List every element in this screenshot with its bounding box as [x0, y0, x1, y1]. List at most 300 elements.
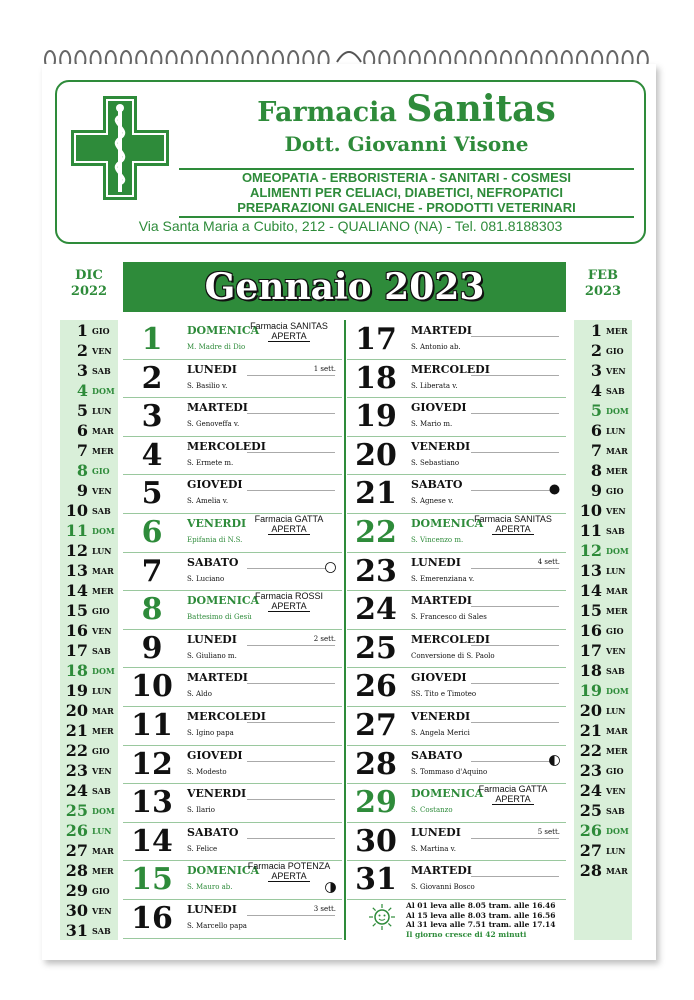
day-number: 16 [131, 901, 173, 936]
side-day [574, 841, 632, 862]
sun-times [406, 901, 555, 939]
day-cell [123, 706, 342, 746]
side-day-weekday: MAR [92, 706, 114, 716]
week-number: 5 sett. [537, 827, 560, 836]
side-day-number: 22 [579, 741, 602, 760]
side-day-number: 11 [65, 521, 88, 540]
duty-status: APERTA [268, 331, 309, 342]
saint-name: S. Giovanni Bosco [411, 883, 475, 892]
side-day-number: 13 [65, 561, 88, 580]
side-day [574, 361, 632, 382]
day-number: 11 [131, 708, 173, 743]
saint-name: S. Mauro ab. [187, 883, 233, 892]
side-day-number: 2 [76, 341, 88, 360]
sun-icon [368, 903, 396, 931]
day-number: 2 [141, 360, 163, 396]
day-number: 23 [355, 553, 397, 589]
weekday-name: MARTEDI [411, 594, 472, 608]
side-day [60, 341, 118, 362]
side-day-weekday: VEN [92, 346, 112, 356]
brand-prefix: Farmacia [257, 97, 397, 128]
day-number: 3 [141, 399, 163, 435]
side-day [574, 421, 632, 442]
brand-name: Sanitas [406, 88, 556, 130]
weekday-name: MERCOLEDI [187, 710, 266, 723]
month-title: Gennaio 2023 [123, 262, 566, 312]
side-day [60, 741, 118, 762]
saint-name: Conversione di S. Paolo [411, 651, 495, 660]
side-day [60, 561, 118, 582]
day-number: 15 [131, 862, 173, 898]
side-day [60, 641, 118, 662]
side-day [60, 901, 118, 922]
side-day [574, 821, 632, 842]
side-day [574, 341, 632, 362]
side-day [60, 521, 118, 542]
side-day-weekday: VEN [92, 486, 112, 496]
side-day [60, 881, 118, 902]
side-day-number: 14 [579, 581, 602, 600]
note-line [247, 838, 335, 839]
day-number: 25 [355, 630, 397, 666]
side-day [60, 361, 118, 382]
side-day [574, 521, 632, 542]
pharmacy-on-duty [239, 321, 339, 342]
pharmacy-on-duty [239, 591, 339, 612]
day-cell [347, 590, 566, 630]
side-day [574, 741, 632, 762]
side-day-weekday: MER [92, 586, 114, 596]
day-cell [123, 629, 342, 669]
side-day-weekday: SAB [92, 366, 111, 376]
address-line: Via Santa Maria a Cubito, 212 - QUALIANO (NA) - Tel. 081.8188303 [138, 218, 563, 234]
saint-name: S. Aldo [187, 690, 212, 699]
sun-info [346, 897, 566, 940]
side-day [60, 381, 118, 402]
saint-name: S. Agnese v. [411, 497, 454, 506]
side-day [574, 541, 632, 562]
side-day-weekday: GIO [606, 346, 624, 356]
side-day [574, 401, 632, 422]
side-day-number: 15 [579, 601, 602, 620]
side-day-weekday: DOM [606, 686, 629, 696]
pharmacy-header [55, 80, 646, 244]
side-day-weekday: DOM [606, 406, 629, 416]
side-day-weekday: MER [92, 446, 114, 456]
note-line [247, 375, 335, 376]
note-line [471, 645, 559, 646]
side-day-number: 26 [579, 821, 602, 840]
side-day [60, 321, 118, 342]
weekday-name: MERCOLEDI [411, 362, 490, 376]
column-divider [344, 320, 346, 940]
day-cell [123, 590, 342, 630]
service-line: PREPARAZIONI GALENICHE - PRODOTTI VETERINARI [237, 200, 576, 215]
day-cell [347, 822, 566, 862]
duty-pharmacy-name: Farmacia GATTA [478, 784, 548, 795]
day-number: 19 [355, 399, 397, 435]
weekday-name: SABATO [187, 555, 239, 569]
side-day-number: 29 [65, 881, 88, 900]
services-list [179, 168, 634, 218]
note-line [471, 761, 559, 762]
day-number: 12 [131, 746, 173, 782]
saint-name: S. Martina v. [411, 844, 456, 853]
brand-block [179, 88, 634, 156]
day-cell [123, 436, 342, 476]
note-line [471, 722, 559, 723]
weekday-name: MERCOLEDI [187, 439, 266, 453]
moon-phase-icon [549, 755, 560, 766]
pharmacy-on-duty [239, 861, 339, 882]
week-number: 4 sett. [537, 557, 560, 566]
side-day [60, 621, 118, 642]
day-number: 20 [355, 437, 397, 473]
side-day [574, 801, 632, 822]
day-cell [347, 513, 566, 553]
prev-month-year: 2022 [70, 284, 108, 299]
service-line: OMEOPATIA - ERBORISTERIA - SANITARI - COSMESI [241, 170, 572, 185]
prev-month-column [60, 320, 118, 940]
saint-name: S. Emerenziana v. [411, 574, 475, 583]
note-line [247, 568, 335, 569]
weekday-name: DOMENICA [187, 864, 260, 878]
side-day-weekday: SAB [92, 506, 111, 516]
side-day-number: 7 [76, 441, 88, 460]
side-day-weekday: MAR [606, 586, 628, 596]
side-day-number: 28 [579, 861, 602, 880]
saint-name: S. Liberata v. [411, 381, 458, 390]
duty-pharmacy-name: Farmacia POTENZA [247, 861, 331, 872]
moon-phase-icon [549, 484, 560, 495]
side-day [574, 441, 632, 462]
note-line [471, 452, 559, 453]
day-number: 29 [355, 785, 397, 821]
saint-name: Epifania di N.S. [187, 536, 243, 544]
side-day [574, 681, 632, 702]
side-day-weekday: MER [606, 466, 628, 476]
saint-name: S. Ilario [187, 806, 215, 815]
sun-line: Al 15 leva alle 8.03 tram. alle 16.56 [406, 910, 556, 920]
day-cell [123, 745, 342, 785]
side-day-weekday: SAB [92, 786, 111, 796]
day-number: 13 [131, 785, 173, 821]
side-day-number: 20 [65, 701, 88, 720]
next-month-column [574, 320, 632, 940]
side-day-number: 25 [579, 801, 602, 820]
side-day-number: 8 [76, 461, 88, 480]
side-day-number: 7 [590, 441, 602, 460]
side-day-weekday: LUN [606, 426, 626, 436]
day-cell [123, 783, 342, 823]
pharmacy-on-duty [463, 514, 563, 535]
side-day-number: 22 [65, 741, 88, 760]
side-day-number: 13 [579, 561, 602, 580]
side-day-weekday: VEN [92, 906, 112, 916]
day-cell [347, 436, 566, 476]
day-cell [347, 745, 566, 785]
side-day-weekday: LUN [92, 686, 112, 696]
day-number: 24 [355, 592, 397, 628]
side-day-number: 6 [76, 421, 88, 440]
side-day-weekday: VEN [92, 766, 112, 776]
pharmacy-cross-logo [69, 94, 171, 202]
side-day-number: 2 [590, 341, 602, 360]
day-cell [123, 822, 342, 862]
duty-pharmacy-name: Farmacia ROSSI [254, 591, 323, 602]
day-number: 27 [355, 708, 397, 743]
note-line [247, 915, 335, 916]
side-day [574, 561, 632, 582]
side-day [574, 641, 632, 662]
side-day-weekday: LUN [92, 546, 112, 556]
saint-name: S. Basilio v. [187, 381, 228, 390]
weekday-name: GIOVEDI [187, 748, 243, 762]
prev-month-name: DIC [75, 268, 103, 283]
saint-name: SS. Tito e Timoteo [411, 690, 477, 699]
side-day [60, 801, 118, 822]
day-number: 14 [131, 823, 173, 859]
sun-line: Al 01 leva alle 8.05 tram. alle 16.46 [406, 901, 556, 910]
side-day [574, 321, 632, 342]
note-line [471, 683, 559, 684]
side-day-number: 3 [590, 361, 602, 380]
sun-line: Al 31 leva alle 7.51 tram. alle 17.14 [406, 920, 556, 929]
side-day-weekday: GIO [92, 466, 110, 476]
side-day-number: 18 [579, 661, 602, 680]
duty-pharmacy-name: Farmacia GATTA [254, 514, 324, 524]
side-day [60, 541, 118, 562]
side-day-number: 10 [579, 501, 602, 520]
side-day-number: 19 [65, 681, 88, 700]
duty-status: APERTA [268, 871, 309, 882]
side-day-weekday: SAB [606, 666, 625, 676]
side-day-weekday: MAR [606, 726, 628, 736]
saint-name: S. Marcello papa [187, 922, 247, 930]
note-line [471, 336, 559, 337]
duty-status: APERTA [492, 524, 533, 535]
side-day-weekday: SAB [606, 526, 625, 536]
duty-status: APERTA [268, 524, 309, 535]
side-day-weekday: MAR [606, 866, 628, 876]
side-day-weekday: MAR [92, 566, 114, 576]
pharmacy-on-duty [239, 514, 339, 535]
side-day [60, 921, 118, 942]
side-day-number: 16 [579, 621, 602, 640]
side-day [574, 781, 632, 802]
weekday-name: MARTEDI [411, 324, 472, 337]
side-day-number: 23 [579, 761, 602, 780]
day-number: 6 [141, 515, 163, 550]
side-day-number: 30 [65, 901, 88, 920]
saint-name: Battesimo di Gesù [187, 613, 252, 622]
prev-month-label [60, 262, 118, 312]
side-day [60, 421, 118, 442]
side-day-number: 24 [579, 781, 602, 800]
day-cell [347, 860, 566, 900]
side-day-number: 11 [579, 521, 602, 540]
side-day [574, 701, 632, 722]
saint-name: S. Ermete m. [187, 458, 234, 467]
note-line [247, 490, 335, 491]
side-day-number: 4 [590, 381, 602, 400]
side-day-weekday: SAB [606, 386, 625, 396]
weekday-name: LUNEDI [411, 555, 461, 569]
side-day-number: 4 [76, 381, 88, 400]
day-cell [347, 667, 566, 707]
side-day-weekday: GIO [606, 486, 624, 496]
side-day [60, 661, 118, 682]
side-day [60, 861, 118, 882]
saint-name: S. Luciano [187, 574, 225, 583]
side-day [574, 661, 632, 682]
side-day-number: 17 [579, 641, 602, 660]
side-day-number: 8 [590, 461, 602, 480]
saint-name: S. Francesco di Sales [411, 613, 487, 622]
pharmacy-on-duty [463, 784, 563, 805]
weekday-name: MARTEDI [187, 401, 248, 415]
day-cell [347, 320, 566, 360]
note-line [247, 413, 335, 414]
side-day-number: 16 [65, 621, 88, 640]
next-month-label [574, 262, 632, 312]
side-day-weekday: SAB [92, 926, 111, 936]
saint-name: S. Costanzo [411, 806, 453, 815]
day-cell [123, 899, 342, 939]
side-day-weekday: LUN [92, 406, 112, 416]
weekday-name: GIOVEDI [411, 671, 467, 685]
side-day-number: 20 [579, 701, 602, 720]
side-day-weekday: MAR [92, 426, 114, 436]
saint-name: S. Mario m. [411, 420, 453, 429]
side-day-weekday: GIO [606, 626, 624, 636]
saint-name: S. Vincenzo m. [411, 536, 464, 544]
duty-pharmacy-name: Farmacia SANITAS [474, 514, 552, 524]
day-cell [123, 667, 342, 707]
side-day [60, 841, 118, 862]
day-cell [347, 629, 566, 669]
day-cell [123, 397, 342, 437]
side-day-weekday: GIO [92, 746, 110, 756]
day-cell [347, 552, 566, 592]
weekday-name: VENERDI [411, 439, 471, 453]
side-day-weekday: DOM [606, 826, 629, 836]
saint-name: M. Madre di Dio [187, 343, 246, 351]
side-day-number: 15 [65, 601, 88, 620]
service-line: ALIMENTI PER CELIACI, DIABETICI, NEFROPATICI [250, 185, 563, 200]
note-line [247, 645, 335, 646]
saint-name: S. Tommaso d'Aquino [411, 767, 488, 776]
side-day-weekday: VEN [92, 626, 112, 636]
day-number: 31 [355, 862, 397, 898]
side-day-number: 1 [76, 321, 88, 340]
side-day-weekday: MER [606, 746, 628, 756]
saint-name: S. Angela Merici [411, 729, 470, 737]
note-line [247, 761, 335, 762]
note-line [247, 683, 335, 684]
side-day-number: 6 [590, 421, 602, 440]
note-line [471, 375, 559, 376]
side-day [60, 681, 118, 702]
saint-name: S. Sebastiano [411, 458, 460, 467]
saint-name: S. Felice [187, 844, 218, 853]
side-day-weekday: DOM [92, 666, 115, 676]
next-month-name: FEB [587, 268, 619, 283]
day-number: 9 [141, 630, 163, 666]
day-number: 26 [355, 669, 397, 705]
side-day-number: 17 [65, 641, 88, 660]
duty-status: APERTA [268, 601, 309, 612]
side-day-number: 9 [590, 481, 602, 500]
moon-phase-icon [325, 562, 336, 573]
side-day-weekday: MAR [92, 846, 114, 856]
note-line [247, 722, 335, 723]
side-day [574, 621, 632, 642]
week-number: 3 sett. [313, 905, 336, 913]
day-number: 1 [141, 322, 163, 357]
side-day [60, 481, 118, 502]
side-day [574, 481, 632, 502]
duty-pharmacy-name: Farmacia SANITAS [250, 321, 328, 331]
side-day [60, 821, 118, 842]
weekday-name: LUNEDI [187, 903, 237, 916]
doctor-name: Dott. Giovanni Visone [284, 132, 529, 156]
weekday-name: MARTEDI [187, 671, 248, 685]
day-length-note: Il giorno cresce di 42 minuti [406, 929, 527, 939]
day-cell [347, 783, 566, 823]
side-day-weekday: DOM [92, 386, 115, 396]
saint-name: S. Amelia v. [187, 497, 229, 506]
side-day-weekday: VEN [606, 506, 626, 516]
side-day [574, 721, 632, 742]
side-day-number: 10 [65, 501, 88, 520]
day-cell [123, 552, 342, 592]
note-line [247, 799, 335, 800]
weekday-name: LUNEDI [411, 825, 461, 839]
day-number: 7 [141, 553, 163, 589]
note-line [471, 838, 559, 839]
note-line [471, 606, 559, 607]
day-number: 17 [355, 322, 397, 357]
side-day-number: 23 [65, 761, 88, 780]
side-day-number: 18 [65, 661, 88, 680]
weekday-name: VENERDI [187, 517, 247, 530]
side-day-weekday: LUN [606, 706, 626, 716]
side-day-weekday: DOM [92, 526, 115, 536]
day-cell [347, 397, 566, 437]
day-cell [347, 359, 566, 399]
weekday-name: VENERDI [411, 710, 471, 723]
side-day-weekday: GIO [92, 326, 110, 336]
weekday-name: VENERDI [187, 787, 247, 801]
side-day-number: 14 [65, 581, 88, 600]
day-cell [347, 474, 566, 514]
side-day-number: 28 [65, 861, 88, 880]
weekday-name: GIOVEDI [187, 478, 243, 492]
side-day [60, 441, 118, 462]
side-day [574, 761, 632, 782]
weekday-name: SABATO [411, 748, 463, 762]
day-cell [123, 474, 342, 514]
side-day-number: 1 [590, 321, 602, 340]
day-cell [123, 320, 342, 360]
day-cell [123, 513, 342, 553]
side-day-number: 27 [65, 841, 88, 860]
side-day [60, 461, 118, 482]
day-number: 8 [141, 592, 163, 628]
note-line [247, 452, 335, 453]
side-day [60, 581, 118, 602]
